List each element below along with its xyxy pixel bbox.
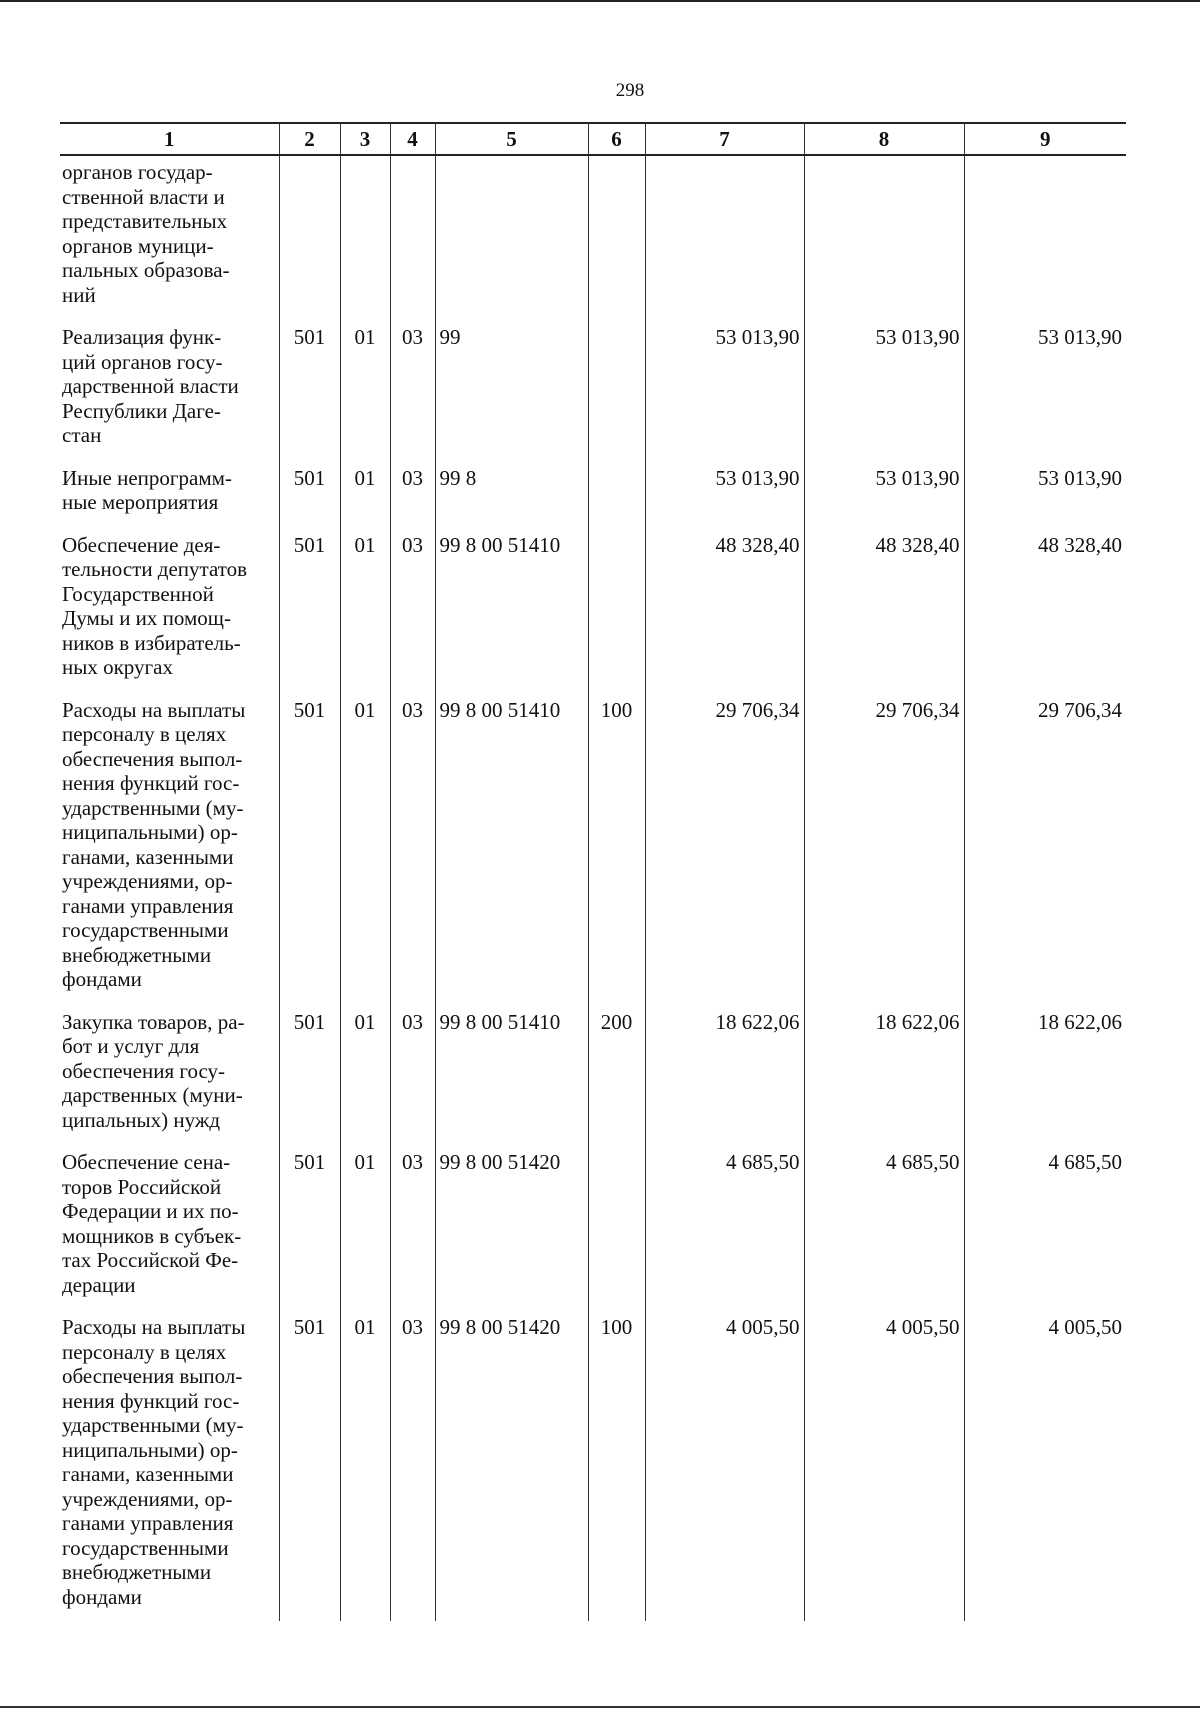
cell-amount-8: 53 013,90 <box>804 460 964 527</box>
cell-name-line: ганами, казенными <box>62 844 234 869</box>
cell-name-line: обеспечения госу- <box>62 1058 226 1083</box>
cell-code-2: 501 <box>279 1144 340 1309</box>
cell-name-line: стан <box>62 423 102 447</box>
cell-name-line: дарственных (муни- <box>62 1083 243 1107</box>
cell-amount-9: 18 622,06 <box>964 1004 1126 1145</box>
cell-name-line: дерации <box>62 1272 136 1297</box>
cell-name-line: нения функций гос- <box>62 1388 240 1413</box>
cell-name <box>60 155 279 319</box>
cell-code-5: 99 8 00 51410 <box>435 527 588 692</box>
cell-amount-9 <box>964 155 1126 319</box>
cell-code-2: 501 <box>279 460 340 527</box>
cell-amount-9: 48 328,40 <box>964 527 1126 692</box>
cell-code-4: 03 <box>390 1144 435 1309</box>
cell-name-line: внебюджетными <box>62 942 212 967</box>
cell-amount-8: 29 706,34 <box>804 692 964 1004</box>
cell-name-line: органов муници- <box>62 233 214 258</box>
column-header: 9 <box>964 123 1126 155</box>
cell-name-line: торов Российской <box>62 1174 222 1199</box>
cell-amount-8: 4 005,50 <box>804 1309 964 1621</box>
cell-name-line: мощников в субъек- <box>62 1223 242 1248</box>
cell-name-line: ниципальными) ор- <box>62 820 238 844</box>
cell-code-2: 501 <box>279 1309 340 1621</box>
cell-code-4: 03 <box>390 692 435 1004</box>
cell-amount-8: 48 328,40 <box>804 527 964 692</box>
cell-code-3: 01 <box>340 527 390 692</box>
cell-name-line: тах Российской Фе- <box>62 1248 239 1272</box>
cell-name <box>60 1144 279 1309</box>
cell-name-line: ниципальными) ор- <box>62 1437 238 1462</box>
column-header: 1 <box>60 123 279 155</box>
page-number: 298 <box>615 80 645 101</box>
column-header: 5 <box>435 123 588 155</box>
cell-name-line: ных округах <box>62 655 173 679</box>
column-header: 7 <box>645 123 804 155</box>
cell-code-4: 03 <box>390 319 435 460</box>
cell-name-line: ударственными (му- <box>62 795 244 820</box>
cell-name-line: ственной власти и <box>62 184 225 209</box>
cell-name-line: ний <box>62 282 96 307</box>
cell-name <box>60 460 279 527</box>
cell-name-line: обеспечения выпол- <box>62 746 243 771</box>
cell-name-line: Обеспечение дея- <box>62 532 221 557</box>
cell-amount-8: 18 622,06 <box>804 1004 964 1145</box>
cell-code-4 <box>390 155 435 319</box>
cell-name-line: нения функций гос- <box>62 771 240 795</box>
cell-name-line: Реализация функ- <box>62 325 222 349</box>
cell-name-line: персоналу в целях <box>62 722 227 746</box>
cell-name-line: пальных образова- <box>62 258 230 282</box>
cell-name-line: ций органов госу- <box>62 349 223 374</box>
table-row <box>60 527 1126 692</box>
table-row <box>60 692 1126 1004</box>
cell-code-6: 100 <box>588 692 645 1004</box>
cell-name <box>60 1004 279 1145</box>
column-header: 2 <box>279 123 340 155</box>
table-row <box>60 1004 1126 1145</box>
cell-name <box>60 692 279 1004</box>
cell-name-line: дарственной власти <box>62 374 239 398</box>
cell-amount-7: 53 013,90 <box>645 460 804 527</box>
cell-name-line: ципальных) нужд <box>62 1107 221 1132</box>
cell-code-2 <box>279 155 340 319</box>
cell-name-line: фондами <box>62 1584 142 1609</box>
cell-name-line: персоналу в целях <box>62 1339 227 1364</box>
cell-amount-7: 4 685,50 <box>645 1144 804 1309</box>
cell-code-2: 501 <box>279 527 340 692</box>
cell-code-5: 99 8 00 51420 <box>435 1144 588 1309</box>
cell-name-line: учреждениями, ор- <box>62 1486 233 1511</box>
column-header: 3 <box>340 123 390 155</box>
cell-code-5: 99 8 00 51410 <box>435 692 588 1004</box>
table-row <box>60 1144 1126 1309</box>
cell-name-line: Закупка товаров, ра- <box>62 1009 245 1034</box>
cell-code-5: 99 <box>435 319 588 460</box>
cell-code-6: 200 <box>588 1004 645 1145</box>
cell-code-6: 100 <box>588 1309 645 1621</box>
cell-amount-7: 48 328,40 <box>645 527 804 692</box>
cell-amount-9: 29 706,34 <box>964 692 1126 1004</box>
table-row <box>60 155 1126 319</box>
cell-code-3: 01 <box>340 1309 390 1621</box>
cell-code-5: 99 8 <box>435 460 588 527</box>
cell-code-6 <box>588 1144 645 1309</box>
cell-amount-9: 53 013,90 <box>964 319 1126 460</box>
cell-name-line: Расходы на выплаты <box>62 697 246 722</box>
cell-amount-7: 18 622,06 <box>645 1004 804 1145</box>
cell-amount-7: 29 706,34 <box>645 692 804 1004</box>
cell-amount-7: 53 013,90 <box>645 319 804 460</box>
cell-name-line: Республики Даге- <box>62 398 221 423</box>
cell-name <box>60 527 279 692</box>
column-header: 8 <box>804 123 964 155</box>
cell-name-line: ганами управления <box>62 893 234 918</box>
cell-name-line: государственными <box>62 1535 229 1560</box>
cell-code-5 <box>435 155 588 319</box>
cell-code-3: 01 <box>340 319 390 460</box>
table-row <box>60 460 1126 527</box>
cell-name-line: Федерации и их по- <box>62 1199 239 1223</box>
table-body <box>60 155 1126 1621</box>
cell-name-line: ганами, казенными <box>62 1462 234 1486</box>
cell-name-line: Обеспечение сена- <box>62 1150 231 1174</box>
cell-name-line: ные мероприятия <box>62 490 219 514</box>
cell-code-5: 99 8 00 51410 <box>435 1004 588 1145</box>
cell-code-2: 501 <box>279 319 340 460</box>
cell-name-line: бот и услуг для <box>62 1034 200 1058</box>
cell-amount-9: 4 005,50 <box>964 1309 1126 1621</box>
cell-code-4: 03 <box>390 460 435 527</box>
cell-amount-9: 53 013,90 <box>964 460 1126 527</box>
cell-code-3: 01 <box>340 1004 390 1145</box>
cell-name-line: представительных <box>62 209 228 233</box>
cell-name-line: государственными <box>62 918 229 942</box>
column-header: 6 <box>588 123 645 155</box>
cell-name-line: органов государ- <box>62 160 213 184</box>
cell-name-line: тельности депутатов <box>62 557 248 581</box>
cell-amount-9: 4 685,50 <box>964 1144 1126 1309</box>
cell-name-line: учреждениями, ор- <box>62 869 233 893</box>
cell-name-line: Иные непрограмм- <box>62 465 232 490</box>
table-header-row <box>60 123 1126 155</box>
cell-code-2: 501 <box>279 692 340 1004</box>
budget-table <box>60 122 1126 1621</box>
cell-name-line: ганами управления <box>62 1511 234 1535</box>
cell-code-6 <box>588 460 645 527</box>
cell-code-3: 01 <box>340 1144 390 1309</box>
bottom-edge-rule <box>0 1706 1200 1708</box>
cell-name-line: Думы и их помощ- <box>62 606 231 630</box>
cell-amount-8 <box>804 155 964 319</box>
cell-name <box>60 319 279 460</box>
cell-code-5: 99 8 00 51420 <box>435 1309 588 1621</box>
cell-name <box>60 1309 279 1621</box>
cell-code-4: 03 <box>390 527 435 692</box>
cell-code-3: 01 <box>340 460 390 527</box>
table-row <box>60 319 1126 460</box>
cell-name-line: Расходы на выплаты <box>62 1315 246 1339</box>
cell-code-2: 501 <box>279 1004 340 1145</box>
cell-amount-8: 53 013,90 <box>804 319 964 460</box>
table-row <box>60 1309 1126 1621</box>
cell-name-line: Государственной <box>62 581 214 606</box>
cell-amount-7: 4 005,50 <box>645 1309 804 1621</box>
cell-code-3 <box>340 155 390 319</box>
cell-code-3: 01 <box>340 692 390 1004</box>
top-edge-rule <box>0 0 1200 2</box>
cell-amount-8: 4 685,50 <box>804 1144 964 1309</box>
cell-code-6 <box>588 319 645 460</box>
cell-name-line: обеспечения выпол- <box>62 1364 243 1388</box>
cell-code-4: 03 <box>390 1004 435 1145</box>
cell-amount-7 <box>645 155 804 319</box>
cell-code-6 <box>588 155 645 319</box>
cell-name-line: ников в избиратель- <box>62 630 241 655</box>
cell-code-4: 03 <box>390 1309 435 1621</box>
cell-name-line: фондами <box>62 967 142 991</box>
cell-code-6 <box>588 527 645 692</box>
cell-name-line: внебюджетными <box>62 1560 212 1584</box>
column-header: 4 <box>390 123 435 155</box>
cell-name-line: ударственными (му- <box>62 1413 244 1437</box>
